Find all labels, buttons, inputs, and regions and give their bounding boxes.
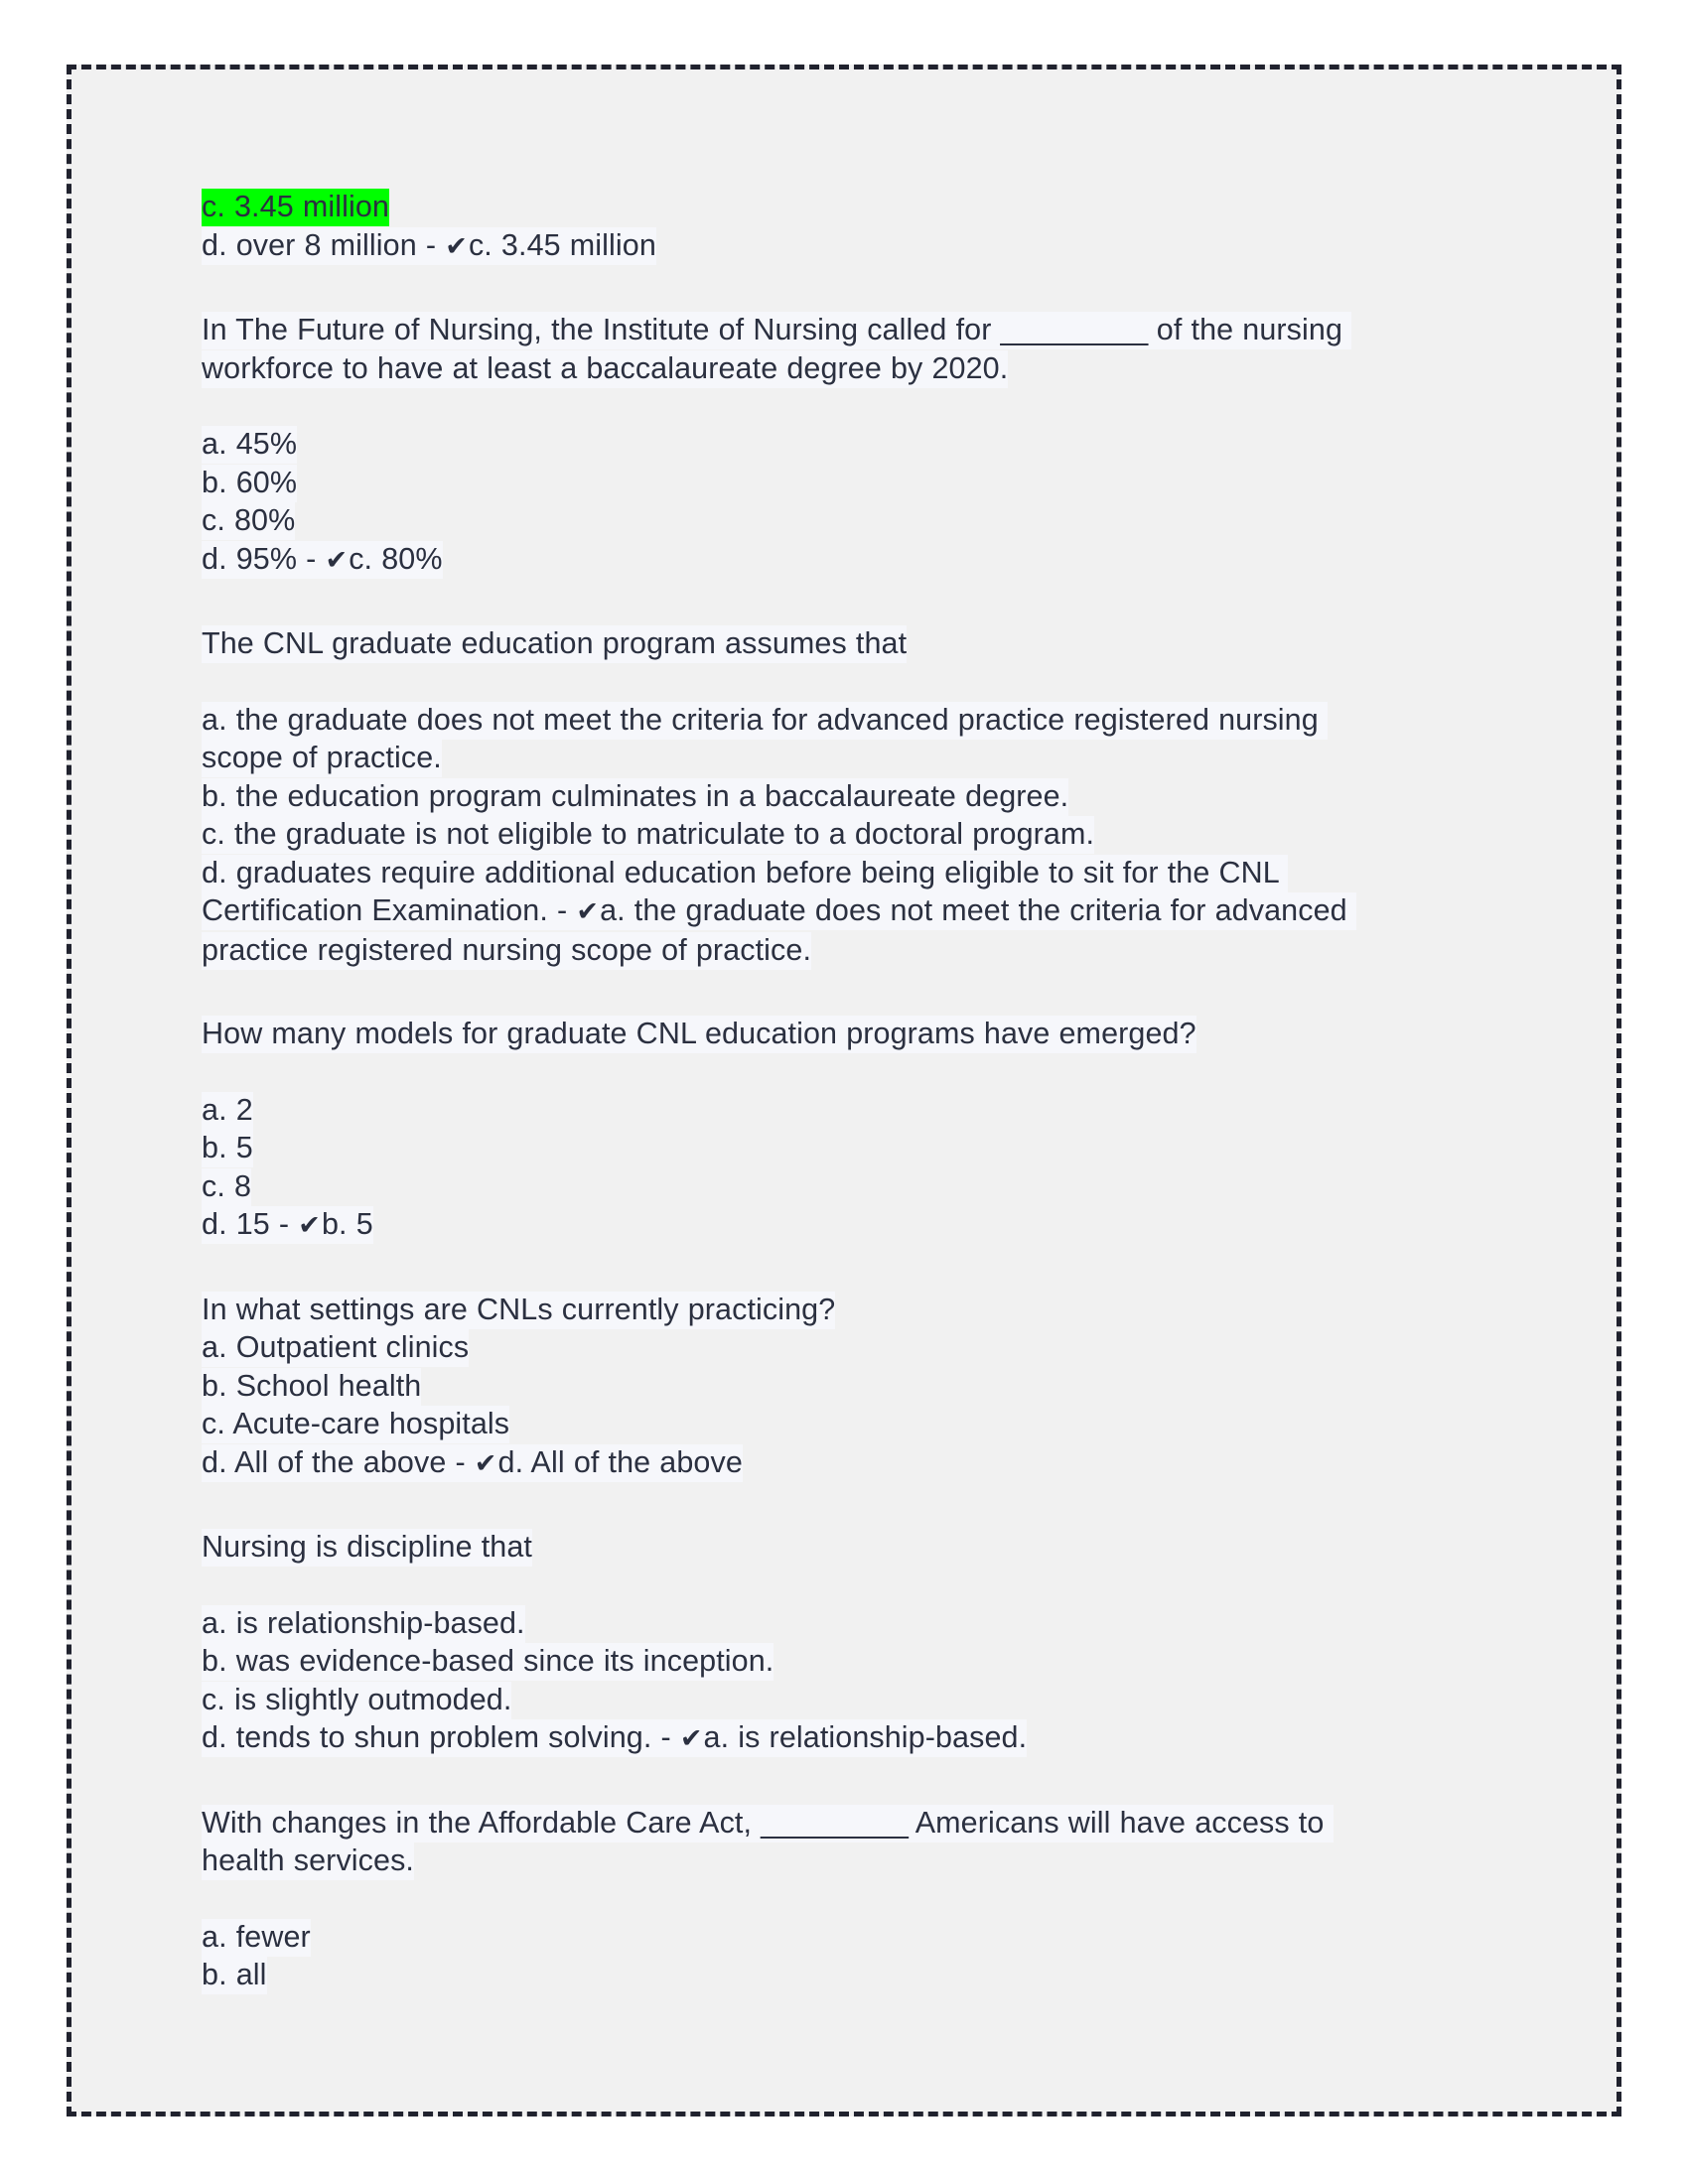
correct-answer: d. All of the above <box>497 1444 743 1479</box>
correct-answer: c. 80% <box>349 541 443 576</box>
correct-answer: a. the graduate does not meet the criteria for advanced practice registered nursing scope of practice. <box>202 893 1356 967</box>
option-a: a. 2 <box>202 1091 1408 1130</box>
question-list <box>202 188 1408 1994</box>
check-icon: ✔ <box>298 1210 321 1240</box>
option-d-label: d. 95% - <box>202 541 326 576</box>
dashed-border-sheet <box>67 65 1621 2116</box>
marked-option-line <box>202 188 1408 226</box>
spacer <box>202 1053 1408 1091</box>
question-stem <box>202 311 1408 387</box>
correct-answer: a. is relationship-based. <box>703 1720 1028 1754</box>
correct-answer: c. 3.45 million <box>468 227 656 262</box>
check-icon: ✔ <box>474 1447 497 1478</box>
answer-line <box>202 1718 1408 1758</box>
option-d-label: d. tends to shun problem solving. - <box>202 1720 680 1754</box>
correct-answer: b. 5 <box>321 1207 373 1241</box>
option-a: a. the graduate does not meet the criteria for advanced practice registered nursing scope of practice. <box>202 701 1408 777</box>
answer-line <box>202 540 1408 580</box>
answer-line <box>202 1205 1408 1245</box>
option-a: a. 45% <box>202 425 1408 464</box>
question-block-cnl-models <box>202 1015 1408 1245</box>
check-icon: ✔ <box>679 1723 703 1753</box>
check-icon: ✔ <box>445 230 468 261</box>
spacer <box>202 387 1408 425</box>
question-stem: In what settings are CNLs currently practicing? <box>202 1291 1408 1329</box>
stem-part-2: of the nursing workforce to have at least a baccalaureate degree by 2020. <box>202 313 1352 385</box>
check-icon: ✔ <box>576 896 600 926</box>
green-highlight: c. 3.45 million <box>202 189 389 226</box>
spacer <box>202 1567 1408 1604</box>
question-stem: How many models for graduate CNL education programs have emerged? <box>202 1015 1408 1053</box>
question-block-future-of-nursing <box>202 311 1408 579</box>
option-b: b. the education program culminates in a baccalaureate degree. <box>202 777 1408 816</box>
option-b: b. School health <box>202 1367 1408 1406</box>
option-c: c. the graduate is not eligible to matriculate to a doctoral program. <box>202 815 1408 854</box>
option-c: c. 80% <box>202 501 1408 540</box>
spacer <box>202 1880 1408 1918</box>
question-stem: Nursing is discipline that <box>202 1528 1408 1567</box>
question-block-cnl-graduate-program <box>202 624 1408 969</box>
answer-line <box>202 1443 1408 1483</box>
option-b: b. all <box>202 1956 1408 1994</box>
question-stem: The CNL graduate education program assumes that <box>202 624 1408 663</box>
blank-underscore: _________ <box>1000 313 1148 346</box>
question-stem <box>202 1804 1408 1880</box>
option-b: b. was evidence-based since its inception. <box>202 1642 1408 1681</box>
question-block-nursing-discipline <box>202 1528 1408 1758</box>
blank-underscore: _________ <box>761 1805 909 1840</box>
option-d-label: d. All of the above - <box>202 1444 475 1479</box>
spacer <box>202 663 1408 701</box>
question-block-millions <box>202 188 1408 265</box>
option-c: c. 8 <box>202 1167 1408 1206</box>
stem-part-2: Americans will have access to health services. <box>202 1805 1334 1877</box>
question-block-cnl-settings <box>202 1291 1408 1483</box>
stem-part-1: With changes in the Affordable Care Act, <box>202 1805 762 1840</box>
option-a: a. fewer <box>202 1918 1408 1957</box>
stem-part-1: In The Future of Nursing, the Institute of Nursing called for <box>202 313 1001 346</box>
option-d-label: d. over 8 million - <box>202 227 446 262</box>
option-d-label: d. 15 - <box>202 1207 299 1241</box>
option-c: c. is slightly outmoded. <box>202 1681 1408 1719</box>
option-d-label: d. graduates require additional education before being eligible to sit for the CNL Certification Examination. - <box>202 855 1288 927</box>
option-b: b. 60% <box>202 464 1408 502</box>
answer-line <box>202 854 1408 970</box>
question-block-affordable-care-act <box>202 1804 1408 1994</box>
option-a: a. Outpatient clinics <box>202 1328 1408 1367</box>
option-c: c. Acute-care hospitals <box>202 1405 1408 1443</box>
option-b: b. 5 <box>202 1129 1408 1167</box>
answer-line <box>202 226 1408 266</box>
check-icon: ✔ <box>325 544 349 575</box>
option-a: a. is relationship-based. <box>202 1604 1408 1643</box>
